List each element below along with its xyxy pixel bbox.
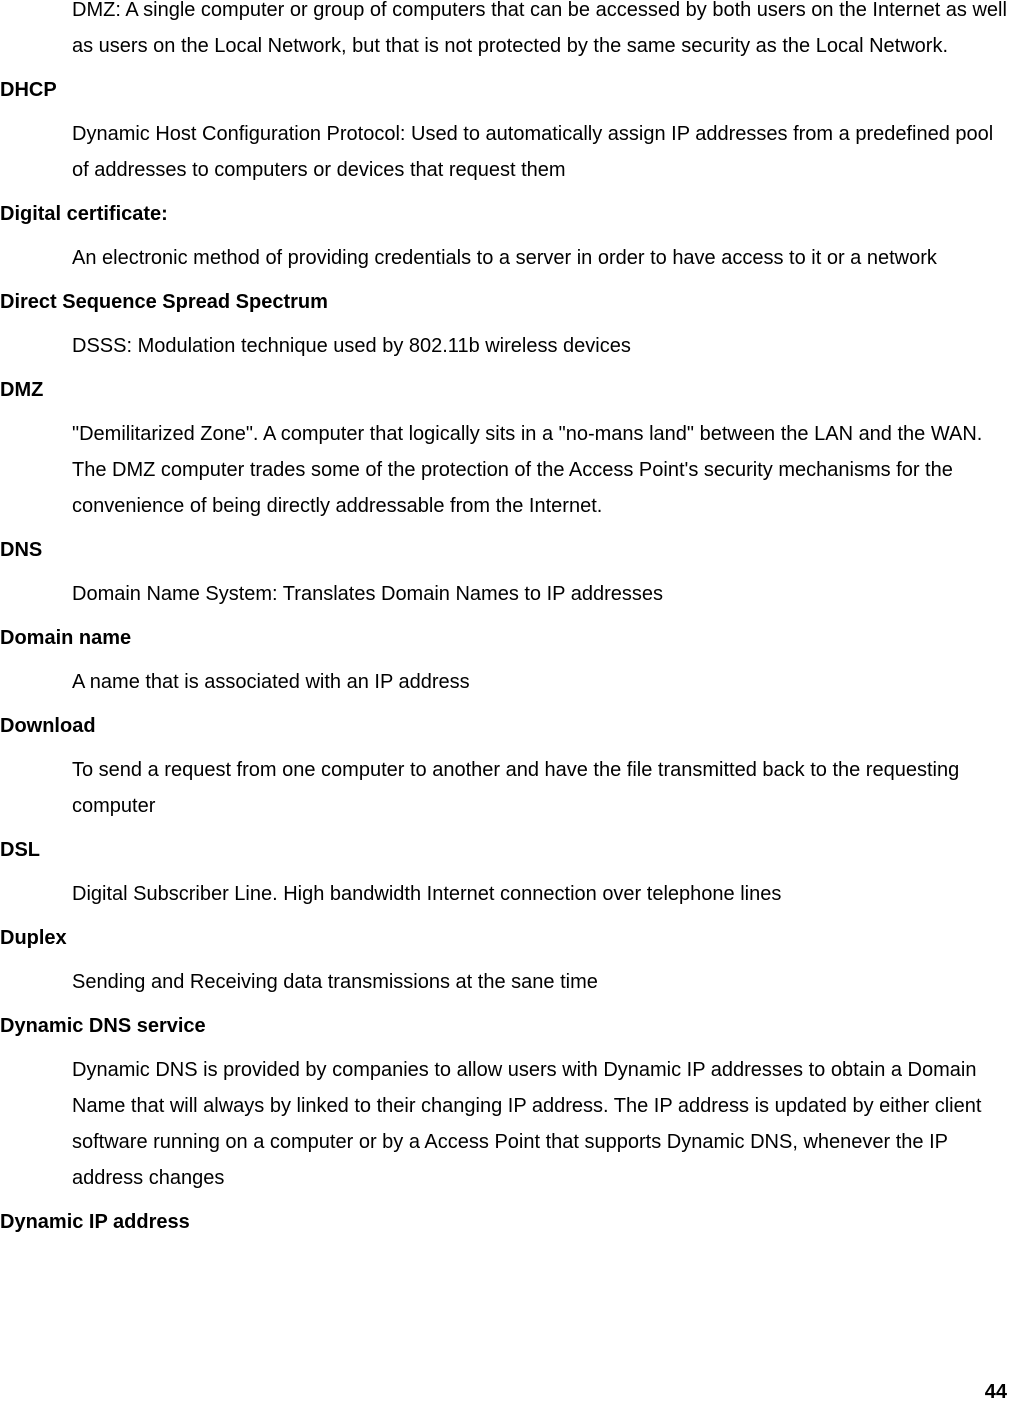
- glossary-entry-dsl: [0, 824, 1009, 912]
- glossary-definition: An electronic method of providing credentials to a server in order to have access to it or a network: [72, 247, 937, 269]
- glossary-term: Download: [0, 715, 96, 737]
- glossary-term: Domain name: [0, 627, 132, 649]
- glossary-entry-domain-name: [0, 612, 1009, 700]
- glossary-definition: To send a request from one computer to another and have the file transmitted back to the requesting computer: [72, 759, 960, 817]
- glossary-definition: Domain Name System: Translates Domain Names to IP addresses: [72, 583, 663, 605]
- glossary-entry-dynamic-ip-address: [0, 1196, 1009, 1240]
- glossary-definition: DSSS: Modulation technique used by 802.11b wireless devices: [72, 335, 631, 357]
- glossary-definition: DMZ: A single computer or group of computers that can be accessed by both users on the Internet as well as users on the Local Network, but that is not protected by the same security as the Local Network.: [72, 0, 1007, 57]
- glossary-term: Dynamic IP address: [0, 1211, 190, 1233]
- glossary-term: Digital certificate:: [0, 203, 168, 225]
- glossary-entry-download: [0, 700, 1009, 824]
- glossary-definition: Sending and Receiving data transmissions at the sane time: [72, 971, 598, 993]
- glossary-term: DSL: [0, 839, 40, 861]
- glossary-term: DHCP: [0, 79, 57, 101]
- glossary-entry-digital-certificate: [0, 188, 1009, 276]
- glossary-entry-dhcp: [0, 64, 1009, 188]
- glossary-term: DMZ: [0, 379, 44, 401]
- glossary-term: DNS: [0, 539, 43, 561]
- glossary-term: Dynamic DNS service: [0, 1015, 206, 1037]
- glossary-entry-dsss: [0, 276, 1009, 364]
- glossary-entry-dns: [0, 524, 1009, 612]
- glossary-definition: Digital Subscriber Line. High bandwidth Internet connection over telephone lines: [72, 883, 782, 905]
- page-number: 44: [984, 1381, 1007, 1403]
- glossary-definition: A name that is associated with an IP address: [72, 671, 470, 693]
- glossary-term: Duplex: [0, 927, 67, 949]
- glossary-definition: Dynamic DNS is provided by companies to allow users with Dynamic IP addresses to obtain a Domain Name that will always by linked to their changing IP address. The IP address is updated by either client software running on a computer or by a Access Point that supports Dynamic DNS, whenever the IP address changes: [72, 1059, 982, 1189]
- glossary-entry-dmz-continued: [0, 0, 1009, 64]
- glossary-entry-duplex: [0, 912, 1009, 1000]
- glossary-entry-dynamic-dns-service: [0, 1000, 1009, 1196]
- glossary-term: Direct Sequence Spread Spectrum: [0, 291, 328, 313]
- glossary-definition: Dynamic Host Configuration Protocol: Used to automatically assign IP addresses from a predefined pool of addresses to computers or devices that request them: [72, 123, 994, 181]
- glossary-definition: "Demilitarized Zone". A computer that logically sits in a "no-mans land" between the LAN and the WAN. The DMZ computer trades some of the protection of the Access Point's security mechanisms for the convenience of being directly addressable from the Internet.: [72, 423, 983, 517]
- glossary-entry-dmz: [0, 364, 1009, 524]
